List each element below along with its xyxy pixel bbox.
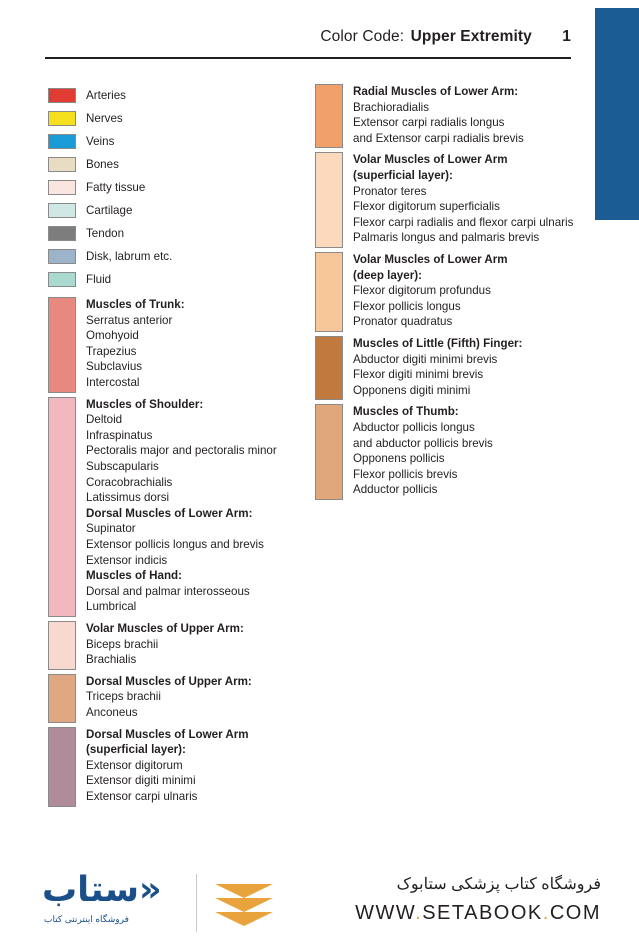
legend-group	[48, 297, 308, 393]
legend-color-swatch	[48, 249, 76, 264]
legend-group-text	[353, 404, 605, 498]
color-code-label: Color Code:	[320, 28, 405, 45]
legend-group-item: Extensor digiti minimi	[86, 774, 196, 788]
legend-group-item: Supinator	[86, 522, 136, 536]
legend-item	[48, 153, 308, 176]
legend-group-item: Brachialis	[86, 653, 137, 667]
legend-color-swatch	[48, 157, 76, 172]
legend-group-heading: Dorsal Muscles of Lower Arm	[86, 727, 249, 741]
legend-color-swatch	[48, 226, 76, 241]
legend-item-label: Fluid	[86, 273, 112, 286]
legend-item	[48, 176, 308, 199]
right-legend-column	[315, 84, 605, 504]
footer	[0, 862, 639, 946]
legend-group	[315, 84, 605, 148]
legend-group-item: Omohyoid	[86, 329, 139, 343]
legend-item-label: Disk, labrum etc.	[86, 250, 173, 263]
footer-brand-text: ستاب	[42, 870, 140, 910]
legend-group-text	[353, 336, 605, 398]
legend-color-swatch	[48, 397, 76, 617]
legend-color-swatch	[48, 180, 76, 195]
legend-item	[48, 268, 308, 291]
legend-item	[48, 84, 308, 107]
footer-website-tld: COM	[549, 902, 601, 924]
legend-group-text	[353, 84, 605, 146]
legend-group-item: Triceps brachii	[86, 690, 161, 704]
legend-item-label: Nerves	[86, 112, 123, 125]
legend-group-item: Pronator teres	[353, 184, 427, 198]
legend-item	[48, 222, 308, 245]
legend-group-item: Infraspinatus	[86, 428, 153, 442]
legend-group-text	[86, 397, 308, 615]
legend-group-item: Extensor indicis	[86, 553, 168, 567]
legend-group-item: Flexor pollicis longus	[353, 299, 461, 313]
legend-group-item: Abductor pollicis longus	[353, 420, 475, 434]
legend-group-heading: Dorsal Muscles of Lower Arm:	[86, 506, 253, 520]
footer-website	[355, 902, 601, 925]
legend-color-swatch	[48, 134, 76, 149]
legend-color-swatch	[315, 84, 343, 148]
footer-shop-title: فروشگاه کتاب پزشکی ستابوک	[396, 876, 601, 893]
legend-item	[48, 107, 308, 130]
legend-group-text	[353, 152, 605, 246]
legend-group	[315, 152, 605, 248]
legend-group-item: Abductor digiti minimi brevis	[353, 352, 498, 366]
legend-group-item: Subscapularis	[86, 459, 159, 473]
legend-item-label: Bones	[86, 158, 119, 171]
legend-group-item: and abductor pollicis brevis	[353, 436, 493, 450]
legend-group-item: Palmaris longus and palmaris brevis	[353, 231, 540, 245]
header-divider	[45, 57, 571, 59]
footer-website-www: WWW	[355, 902, 416, 924]
footer-brand-chevron: «	[139, 870, 162, 910]
legend-color-swatch	[48, 621, 76, 670]
legend-group-heading: Muscles of Little (Fifth) Finger:	[353, 336, 523, 350]
legend-group-item: Trapezius	[86, 344, 137, 358]
legend-color-swatch	[315, 252, 343, 332]
legend-group	[48, 727, 308, 807]
legend-group-heading: Muscles of Trunk:	[86, 298, 185, 311]
legend-group-heading: (deep layer):	[353, 268, 422, 282]
page-title: Upper Extremity	[410, 28, 532, 45]
legend-group-text	[353, 252, 605, 330]
legend-item	[48, 130, 308, 153]
legend-group-item: Coracobrachialis	[86, 475, 173, 489]
legend-item	[48, 199, 308, 222]
left-legend-column	[48, 84, 308, 811]
legend-group-item: Serratus anterior	[86, 313, 173, 327]
footer-brand-subtitle: فروشگاه اینترنتی کتاب	[44, 914, 129, 924]
legend-group-item: Extensor carpi ulnaris	[86, 789, 198, 803]
legend-group-item: Extensor carpi radialis longus	[353, 116, 505, 130]
legend-color-swatch	[48, 674, 76, 723]
footer-wave-icon	[213, 880, 275, 928]
legend-group-item: Pectoralis major and pectoralis minor	[86, 444, 277, 458]
legend-group-item: Extensor pollicis longus and brevis	[86, 537, 264, 551]
footer-divider	[196, 874, 197, 932]
legend-group-text	[86, 674, 308, 721]
legend-group-heading: (superficial layer):	[353, 168, 453, 182]
legend-group-item: Opponens pollicis	[353, 452, 445, 466]
legend-group-item: Flexor digiti minimi brevis	[353, 368, 484, 382]
legend-group-item: Subclavius	[86, 360, 143, 374]
legend-item-label: Tendon	[86, 227, 125, 240]
legend-color-swatch	[315, 336, 343, 400]
legend-group-item: Flexor digitorum superficialis	[353, 200, 500, 214]
legend-group-item: Brachioradialis	[353, 100, 430, 114]
legend-group-item: Pronator quadratus	[353, 315, 453, 329]
footer-website-domain: SETABOOK	[422, 902, 543, 924]
legend-group-item: Opponens digiti minimi	[353, 383, 471, 397]
simple-legend-list	[48, 84, 308, 291]
legend-color-swatch	[48, 203, 76, 218]
legend-group	[48, 397, 308, 617]
legend-group-item: Deltoid	[86, 413, 123, 427]
legend-group-item: Flexor pollicis brevis	[353, 467, 458, 481]
legend-color-swatch	[315, 404, 343, 500]
legend-group	[315, 404, 605, 500]
legend-item-label: Cartilage	[86, 204, 133, 217]
legend-item	[48, 245, 308, 268]
page-header	[45, 28, 571, 46]
legend-group-item: Flexor carpi radialis and flexor carpi ulnaris	[353, 215, 574, 229]
legend-item-label: Fatty tissue	[86, 181, 146, 194]
legend-group-heading: Volar Muscles of Lower Arm	[353, 153, 508, 167]
right-legend-groups	[315, 84, 605, 500]
legend-color-swatch	[48, 727, 76, 807]
legend-item-label: Arteries	[86, 89, 126, 102]
legend-group-item: Extensor digitorum	[86, 758, 183, 772]
legend-group-heading: Muscles of Hand:	[86, 569, 182, 583]
legend-color-swatch	[315, 152, 343, 248]
legend-group-heading: Radial Muscles of Lower Arm:	[353, 85, 519, 98]
left-legend-groups	[48, 297, 308, 807]
legend-group-heading: (superficial layer):	[86, 743, 186, 757]
legend-group	[48, 621, 308, 670]
legend-item-label: Veins	[86, 135, 115, 148]
legend-group-item: Intercostal	[86, 375, 140, 389]
legend-color-swatch	[48, 272, 76, 287]
footer-website-dot-1: .	[415, 902, 423, 924]
page-number: 1	[562, 28, 571, 45]
legend-group-item: Latissimus dorsi	[86, 491, 170, 505]
legend-group-heading: Dorsal Muscles of Upper Arm:	[86, 674, 252, 688]
legend-group-heading: Volar Muscles of Upper Arm:	[86, 621, 244, 635]
legend-group-heading: Volar Muscles of Lower Arm	[353, 252, 508, 266]
legend-group-item: Lumbrical	[86, 600, 137, 614]
legend-group-heading: Muscles of Shoulder:	[86, 397, 204, 411]
legend-group-item: Adductor pollicis	[353, 483, 438, 497]
legend-group-text	[86, 621, 308, 668]
legend-group-item: Flexor digitorum profundus	[353, 284, 491, 298]
legend-group-heading: Muscles of Thumb:	[353, 405, 459, 419]
legend-color-swatch	[48, 297, 76, 393]
legend-group-text	[86, 297, 308, 391]
legend-group	[48, 674, 308, 723]
legend-group-item: Anconeus	[86, 705, 138, 719]
legend-color-swatch	[48, 111, 76, 126]
footer-brand-wordmark	[42, 870, 162, 910]
legend-color-swatch	[48, 88, 76, 103]
legend-group-item: and Extensor carpi radialis brevis	[353, 131, 524, 145]
legend-group-item: Dorsal and palmar interosseous	[86, 584, 250, 598]
legend-group-text	[86, 727, 308, 805]
legend-group-item: Biceps brachii	[86, 637, 159, 651]
footer-website-dot-2: .	[542, 902, 550, 924]
legend-group	[315, 252, 605, 332]
legend-group	[315, 336, 605, 400]
